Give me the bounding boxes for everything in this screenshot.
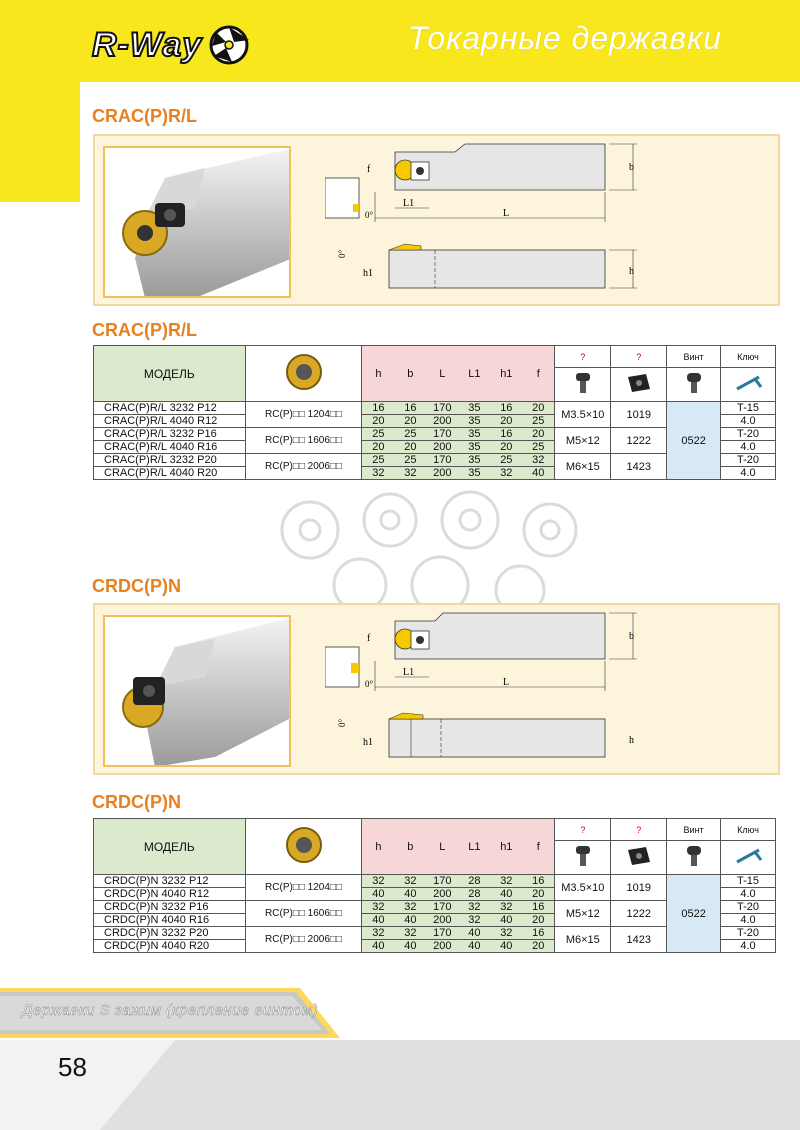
screw-icon <box>555 368 611 402</box>
key-cell: 4.0 <box>721 914 776 927</box>
dim-L: L <box>503 208 510 219</box>
spec-table <box>93 345 776 480</box>
table-row-model: CRDC(P)N 4040 R20 <box>94 940 246 953</box>
table-row-model: CRAC(P)R/L 3232 P20 <box>94 454 246 467</box>
logo-emblem-icon <box>204 22 254 68</box>
dim-h1: h1 <box>363 737 373 748</box>
part-cell: 1423 <box>611 927 667 953</box>
bolt-icon <box>667 841 721 875</box>
footer-section-label: Державки S зажим (крепление винтом) <box>22 1002 319 1019</box>
dim-angle: 0° <box>365 210 374 220</box>
page-title: Токарные державки <box>407 20 722 56</box>
tool-photo <box>103 146 291 298</box>
table-row-model: CRAC(P)R/L 4040 R20 <box>94 467 246 480</box>
tool-image-panel <box>93 134 780 306</box>
tool-drawing <box>325 611 765 769</box>
dims-cell: 16 16 170 35 16 20 <box>362 402 555 415</box>
clamp-icon <box>611 368 667 402</box>
dim-angle-b: 0° <box>337 249 347 258</box>
dim-f: f <box>367 164 371 175</box>
key-cell: T-20 <box>721 901 776 914</box>
key-cell: 4.0 <box>721 888 776 901</box>
table-row-model: CRAC(P)R/L 4040 R16 <box>94 441 246 454</box>
dims-cell: 40 40 200 32 40 20 <box>362 914 555 927</box>
table-row-model: CRDC(P)N 4040 R16 <box>94 914 246 927</box>
dims-cell: 25 25 170 35 25 32 <box>362 454 555 467</box>
dims-cell: 32 32 200 35 32 40 <box>362 467 555 480</box>
dim-angle-b: 0° <box>337 718 347 727</box>
vint-cell: 0522 <box>667 875 721 953</box>
key-header: Ключ <box>721 819 776 841</box>
screw-cell: M6×15 <box>555 927 611 953</box>
vint-cell: 0522 <box>667 402 721 480</box>
table-row-model: CRAC(P)R/L 4040 R12 <box>94 415 246 428</box>
key-cell: 4.0 <box>721 940 776 953</box>
dim-f: f <box>367 633 371 644</box>
insert-image <box>245 346 362 402</box>
side-band <box>0 82 80 202</box>
logo-text: R-Way <box>92 25 203 64</box>
dims-cell: 32 32 170 32 32 16 <box>362 901 555 914</box>
bolt-icon <box>667 368 721 402</box>
insert-image <box>245 819 362 875</box>
page-number-tab <box>0 1040 180 1130</box>
spec-table <box>93 818 776 953</box>
dims-cell: 40 40 200 28 40 20 <box>362 888 555 901</box>
screw-cell: M5×12 <box>555 901 611 927</box>
key-cell: 4.0 <box>721 467 776 480</box>
model-header: МОДЕЛЬ <box>94 346 246 402</box>
dim-h: h <box>629 266 634 277</box>
part-cell: 1222 <box>611 428 667 454</box>
dims-cell: 20 20 200 35 20 25 <box>362 415 555 428</box>
part-cell: 1019 <box>611 402 667 428</box>
tool-drawing <box>325 142 765 300</box>
part-cell: 1019 <box>611 875 667 901</box>
table-row-model: CRAC(P)R/L 3232 P12 <box>94 402 246 415</box>
screw-cell: M3.5×10 <box>555 875 611 901</box>
dims-cell: 25 25 170 35 16 20 <box>362 428 555 441</box>
insert-cell: RC(P)□□ 1606□□ <box>245 901 362 927</box>
logo <box>92 22 254 68</box>
dims-header: h b L L1 h1 f <box>362 346 555 402</box>
screw-cell: M6×15 <box>555 454 611 480</box>
dim-L1: L1 <box>403 198 415 209</box>
screw-cell: M5×12 <box>555 428 611 454</box>
table-row-model: CRAC(P)R/L 3232 P16 <box>94 428 246 441</box>
q1-header: ? <box>555 346 611 368</box>
dim-angle: 0° <box>365 679 374 689</box>
key-icon <box>721 841 776 875</box>
dims-cell: 40 40 200 40 40 20 <box>362 940 555 953</box>
dims-cell: 32 32 170 40 32 16 <box>362 927 555 940</box>
dim-b: b <box>629 631 634 642</box>
insert-cell: RC(P)□□ 1606□□ <box>245 428 362 454</box>
section-table-title: CRAC(P)R/L <box>92 320 197 340</box>
insert-icon <box>282 352 326 392</box>
inserts-background-image <box>270 490 600 605</box>
page-number: 58 <box>58 1052 87 1082</box>
dim-b: b <box>629 162 634 173</box>
key-cell: 4.0 <box>721 441 776 454</box>
key-cell: T-20 <box>721 927 776 940</box>
key-icon <box>721 368 776 402</box>
section-photo-title: CRAC(P)R/L <box>92 106 197 126</box>
dims-cell: 20 20 200 35 20 25 <box>362 441 555 454</box>
key-cell: T-15 <box>721 402 776 415</box>
insert-cell: RC(P)□□ 1204□□ <box>245 402 362 428</box>
dims-cell: 32 32 170 28 32 16 <box>362 875 555 888</box>
vint-header: Винт <box>667 346 721 368</box>
insert-cell: RC(P)□□ 2006□□ <box>245 927 362 953</box>
key-cell: T-20 <box>721 428 776 441</box>
insert-cell: RC(P)□□ 2006□□ <box>245 454 362 480</box>
dim-h1: h1 <box>363 268 373 279</box>
insert-cell: RC(P)□□ 1204□□ <box>245 875 362 901</box>
table-row-model: CRDC(P)N 4040 R12 <box>94 888 246 901</box>
dim-h: h <box>629 735 634 746</box>
part-cell: 1423 <box>611 454 667 480</box>
q2-header: ? <box>611 819 667 841</box>
tool-image-panel <box>93 603 780 775</box>
screw-icon <box>555 841 611 875</box>
key-cell: 4.0 <box>721 415 776 428</box>
model-header: МОДЕЛЬ <box>94 819 246 875</box>
section-photo-title: CRDC(P)N <box>92 576 181 596</box>
dim-L: L <box>503 677 510 688</box>
screw-cell: M3.5×10 <box>555 402 611 428</box>
dims-header: h b L L1 h1 f <box>362 819 555 875</box>
table-row-model: CRDC(P)N 3232 P12 <box>94 875 246 888</box>
key-header: Ключ <box>721 346 776 368</box>
q2-header: ? <box>611 346 667 368</box>
table-row-model: CRDC(P)N 3232 P20 <box>94 927 246 940</box>
tool-photo <box>103 615 291 767</box>
section-table-title: CRDC(P)N <box>92 792 181 812</box>
part-cell: 1222 <box>611 901 667 927</box>
dim-L1: L1 <box>403 667 415 678</box>
clamp-icon <box>611 841 667 875</box>
key-cell: T-20 <box>721 454 776 467</box>
table-row-model: CRDC(P)N 3232 P16 <box>94 901 246 914</box>
insert-icon <box>282 825 326 865</box>
vint-header: Винт <box>667 819 721 841</box>
q1-header: ? <box>555 819 611 841</box>
key-cell: T-15 <box>721 875 776 888</box>
